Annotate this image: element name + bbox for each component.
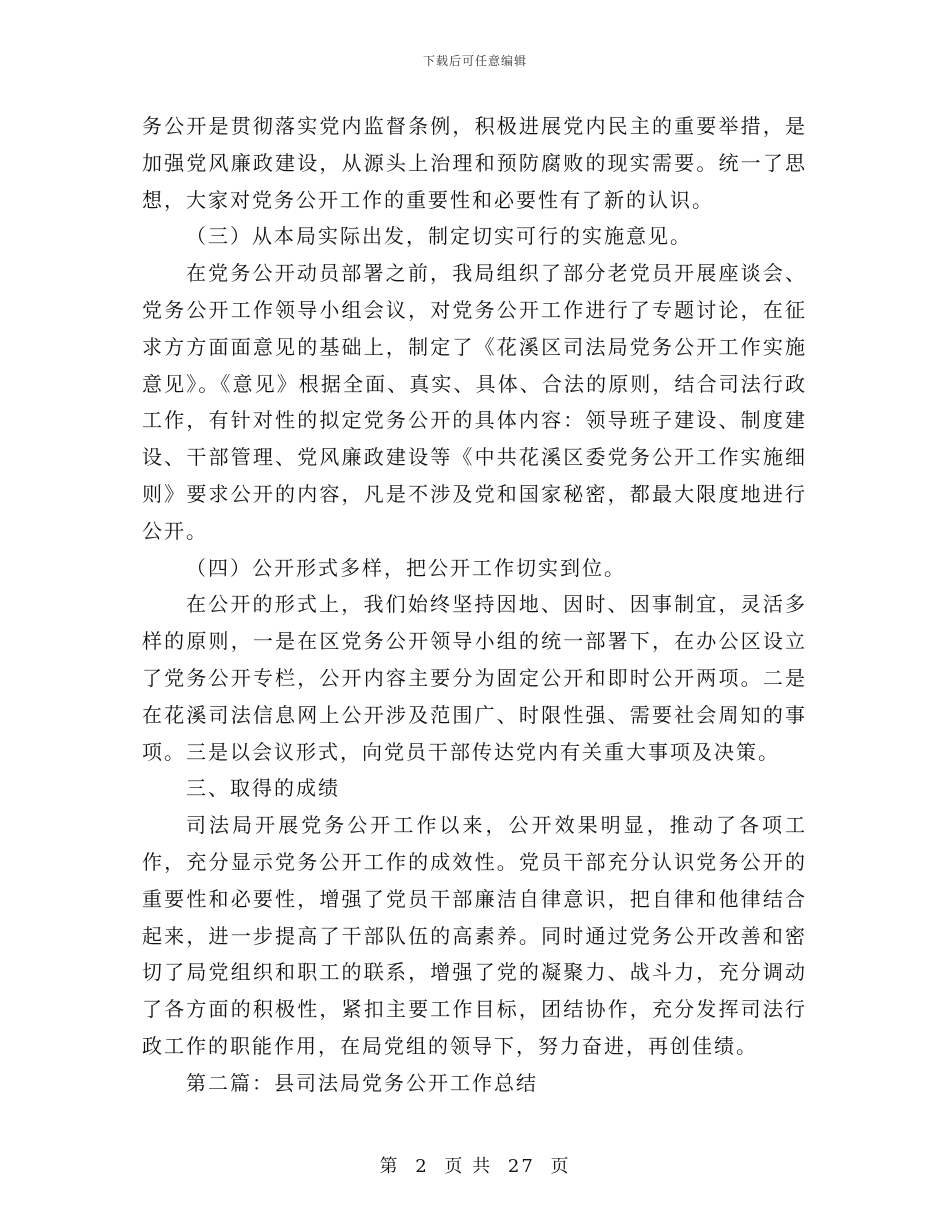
- paragraph-forms: 在公开的形式上，我们始终坚持因地、因时、因事制宜，灵活多样的原则，一是在区党务公开领导小组的统一部署下，在办公区设立了党务公开专栏，公开内容主要分为固定公开和即时公开两项。二是在花溪司法信息网上公开涉及范围广、时限性强、需要社会周知的事项。三是以会议形式，向党员干部传达党内有关重大事项及决策。: [142, 592, 807, 764]
- footer-total-pages: 27: [507, 1156, 535, 1177]
- footer-page-number: 2: [415, 1156, 429, 1177]
- footer-suffix: 页: [550, 1156, 571, 1177]
- footer-prefix: 第: [379, 1156, 400, 1177]
- section-heading-achievements: 三、取得的成绩: [186, 776, 340, 801]
- page-footer: [0, 1152, 950, 1178]
- section-heading-4: （四）公开形式多样，把公开工作切实到位。: [186, 555, 626, 580]
- paragraph-continuation: 务公开是贯彻落实党内监督条例，积极进展党内民主的重要举措，是加强党风廉政建设，从源头上治理和预防腐败的现实需要。统一了思想，大家对党务公开工作的重要性和必要性有了新的认识。: [142, 114, 807, 212]
- paragraph-achievements: 司法局开展党务公开工作以来，公开效果明显，推动了各项工作，充分显示党务公开工作的成效性。党员干部充分认识党务公开的重要性和必要性，增强了党员干部廉洁自律意识，把自律和他律结合起来，进一步提高了干部队伍的高素养。同时通过党务公开改善和密切了局党组织和职工的联系，增强了党的凝聚力、战斗力，充分调动了各方面的积极性，紧扣主要工作目标，团结协作，充分发挥司法行政工作的职能作用，在局党组的领导下，努力奋进，再创佳绩。: [142, 813, 807, 1058]
- paragraph-implementation: 在党务公开动员部署之前，我局组织了部分老党员开展座谈会、党务公开工作领导小组会议，对党务公开工作进行了专题讨论，在征求方方面面意见的基础上，制定了《花溪区司法局党务公开工作实施意见》。《意见》根据全面、真实、具体、合法的原则，结合司法行政工作，有针对性的拟定党务公开的具体内容：领导班子建设、制度建设、干部管理、党风廉政建设等《中共花溪区委党务公开工作实施细则》要求公开的内容，凡是不涉及党和国家秘密，都最大限度地进行公开。: [142, 261, 807, 543]
- document-body: [142, 108, 807, 1102]
- page-header: 下载后可任意编辑: [422, 54, 527, 68]
- section-heading-3: （三）从本局实际出发，制定切实可行的实施意见。: [186, 224, 692, 249]
- footer-middle: 页 共: [444, 1156, 493, 1177]
- chapter-title-2: 第二篇：县司法局党务公开工作总结: [186, 1070, 538, 1095]
